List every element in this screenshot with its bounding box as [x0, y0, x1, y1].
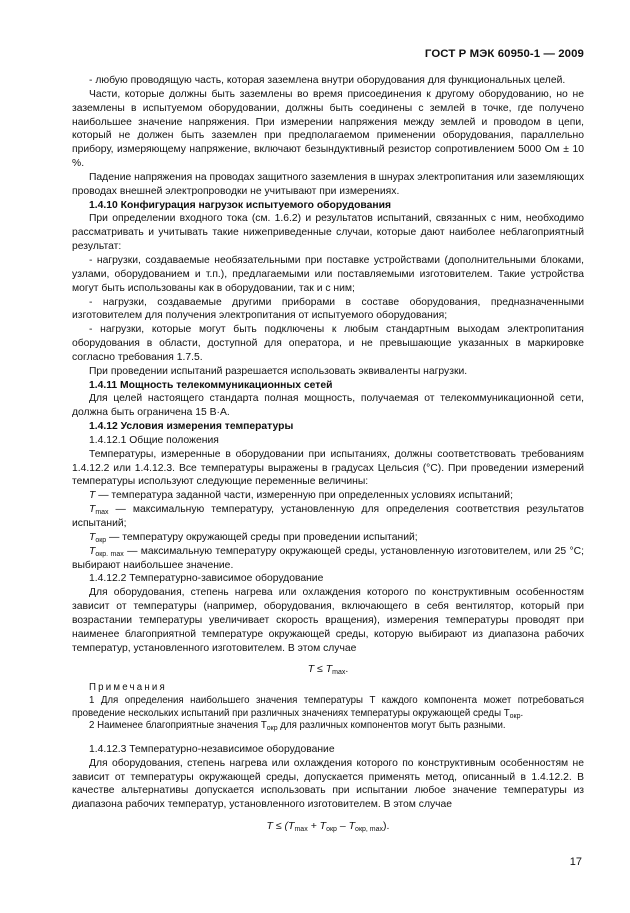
variable-definition: $T_{max}$ — максимальную температуру, установленную для определения соответствия результатов испытаний;	[72, 504, 584, 529]
subsection-heading-1-4-12-2: 1.4.12.2 Температурно-зависимое оборудование	[89, 573, 324, 585]
list-item: - нагрузки, создаваемые необязательными при поставке устройствами (дополнительными блоками, узлами, оборудованием и т.п.), предлагаемыми или поставляемыми изготовителем. Такие устройства могут быть использованы как в оборудовании, так и с ним;	[72, 254, 584, 294]
subsection-heading-1-4-12-1: 1.4.12.1 Общие положения	[89, 434, 219, 446]
formula: $T \le (T_{max} + T_{окр} - T_{окр, max})$.	[266, 820, 390, 834]
list-item: - нагрузки, создаваемые другими приборами в составе оборудования, предназначенными изготовителем для получения электропитания от испытуемого оборудования;	[72, 296, 584, 322]
subsection-heading-1-4-12-3: 1.4.12.3 Температурно-независимое оборудование	[89, 743, 335, 755]
section-heading-1-4-10: 1.4.10 Конфигурация нагрузок испытуемого оборудования	[89, 199, 392, 211]
page-body	[72, 0, 584, 832]
formula: $T \le T_{max}$.	[307, 663, 349, 677]
variable-definition: T — температура заданной части, измеренную при определенных условиях испытаний;	[89, 490, 513, 502]
notes-title: Примечания	[89, 682, 167, 694]
section-heading-1-4-12: 1.4.12 Условия измерения температуры	[89, 421, 294, 433]
variable-definition: $T_{окр. max}$ — максимальную температуру окружающей среды, установленную изготовителем, или 25 °С; выбирают наибольшее значение.	[72, 545, 584, 571]
paragraph: При проведении испытаний разрешается использовать эквиваленты нагрузки.	[89, 365, 468, 377]
paragraph: - любую проводящую часть, которая заземлена внутри оборудования для функциональных целей.	[89, 75, 566, 86]
paragraph: При определении входного тока (см. 1.6.2) и результатов испытаний, связанных с ним, необходимо рассматривать и учитывать такие нижеприведенные случаи, которые дают наиболее неблагоприятный результат:	[72, 213, 584, 253]
paragraph: Падение напряжения на проводах защитного заземления в шнурах электропитания или заземляющих проводах внешней электропроводки не учитывают при измерениях.	[72, 171, 584, 197]
paragraph: Для оборудования, степень нагрева или охлаждения которого по конструктивным особенностям зависит от температуры (например, оборудования, включающего в себя вентилятор, который при возрастании температуры увеличивает скорость вращения), измерения температуры проводят при наименее благоприятной температуре окружающей среды, которую выбирают из диапазона рабочих температур, установленного изготовителем. В этом случае	[72, 587, 584, 654]
section-heading-1-4-11: 1.4.11 Мощность телекоммуникационных сетей	[89, 379, 333, 391]
paragraph: Части, которые должны быть заземлены во время присоединения к другому оборудованию, но не заземлены в испытуемом оборудовании, должны быть соединены с землей в точке, где получено наибольшее значение напряжения. При измерении напряжения между землей и проводом в цепи, который не должен быть заземлен при предполагаемом применении оборудования, параллельно прибору, измеряющему напряжение, включают безындуктивный резистор сопротивлением 5000 Ом ± 10 %.	[72, 88, 584, 170]
paragraph: Для оборудования, степень нагрева или охлаждения которого по конструктивным особенностям не зависит от температуры окружающей среды, допускается применять метод, описанный в 1.4.12.2. В качестве альтернативы допускается использовать при испытании любое значение температуры из диапазона рабочих температур, установленного изготовителем. В этом случае	[72, 757, 584, 811]
note: 2 Наименее благоприятные значения $T_{окр}$ для различных компонентов могут быть разными.	[89, 720, 506, 733]
paragraph: Для целей настоящего стандарта полная мощность, получаемая от телекоммуникационной сети, должна быть ограничена 15 В·А.	[72, 393, 584, 419]
note: 1 Для определения наибольшего значения температуры T каждого компонента может потребоваться проведение нескольких испытаний при различных значениях температуры окружающей среды $T_{окр}$.	[72, 695, 584, 720]
paragraph: Температуры, измеренные в оборудовании при испытаниях, должны соответствовать требованиям 1.4.12.2 или 1.4.12.3. Все температуры выражены в градусах Цельсия (°С). При проведении измерений температуры используют следующие переменные величины:	[72, 448, 584, 488]
list-item: - нагрузки, которые могут быть подключены к любым стандартным выходам электропитания оборудования в области, доступной для оператора, и не превышающие указанных в маркировке согласно требования 1.7.5.	[72, 324, 584, 363]
page-number: 17	[569, 856, 582, 868]
document-header: ГОСТ Р МЭК 60950-1 — 2009	[424, 48, 584, 60]
variable-definition: $T_{окр}$ — температуру окружающей среды при проведении испытаний;	[89, 531, 418, 544]
